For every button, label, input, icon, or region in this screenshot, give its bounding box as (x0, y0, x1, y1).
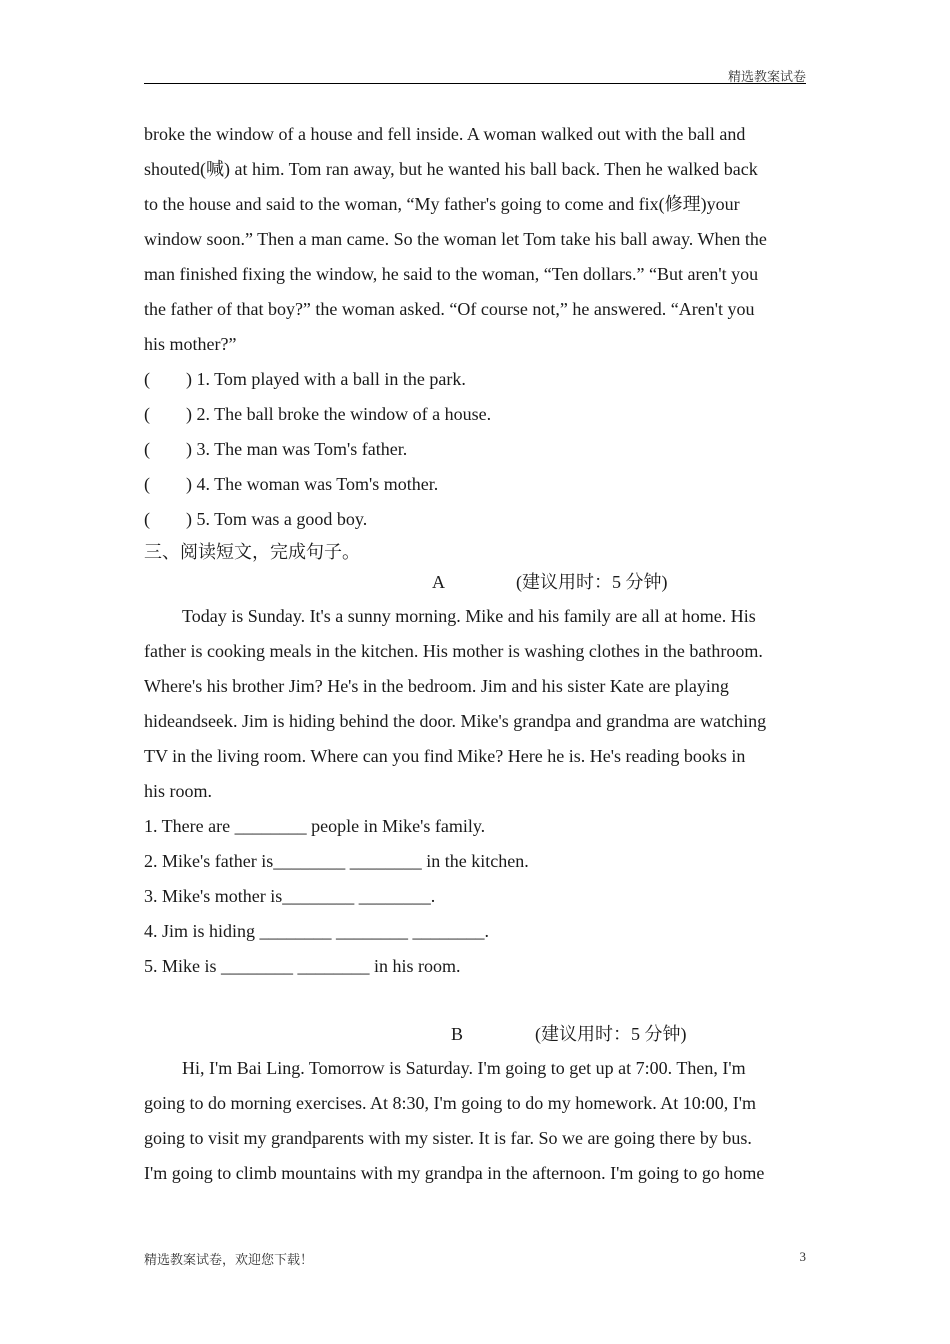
fill-question: 4. Jim is hiding ________ ________ ________. (144, 921, 490, 941)
part-a-line: Where's his brother Jim? He's in the bedroom. Jim and his sister Kate are playing (144, 676, 729, 696)
header-divider (144, 83, 806, 84)
part-b-line: I'm going to climb mountains with my grandpa in the afternoon. I'm going to go home (144, 1163, 765, 1183)
spacer (144, 984, 806, 1019)
passage-line: his mother?” (144, 334, 237, 354)
part-a-line: his room. (144, 781, 213, 801)
passage-line: window soon.” Then a man came. So the woman let Tom take his ball away. When the (144, 229, 767, 249)
part-b (144, 1019, 806, 1191)
part-a-subtitle: A (建议用时：5 分钟) (432, 572, 668, 592)
passage-line: shouted(喊) at him. Tom ran away, but he wanted his ball back. Then he walked back (144, 159, 758, 179)
page-content (144, 117, 806, 1191)
part-a-line: TV in the living room. Where can you find Mike? Here he is. He's reading books in (144, 746, 746, 766)
tf-question: ( ) 5. Tom was a good boy. (144, 509, 368, 529)
part-a-line: father is cooking meals in the kitchen. His mother is washing clothes in the bathroom. (144, 641, 763, 661)
fill-question: 1. There are ________ people in Mike's family. (144, 816, 486, 836)
part-a-line: Today is Sunday. It's a sunny morning. Mike and his family are all at home. His (182, 606, 756, 626)
part-a-line: hideandseek. Jim is hiding behind the door. Mike's grandpa and grandma are watching (144, 711, 767, 731)
tf-question: ( ) 1. Tom played with a ball in the park. (144, 369, 466, 389)
tf-question: ( ) 4. The woman was Tom's mother. (144, 474, 439, 494)
tf-question: ( ) 3. The man was Tom's father. (144, 439, 408, 459)
passage-line: broke the window of a house and fell inside. A woman walked out with the ball and (144, 124, 746, 144)
footer-text: 精选教案试卷，欢迎您下载！ (144, 1252, 314, 1267)
part-b-line: going to visit my grandparents with my sister. It is far. So we are going there by bus. (144, 1128, 752, 1148)
passage-line: man finished fixing the window, he said to the woman, “Ten dollars.” “But aren't you (144, 264, 759, 284)
section-heading: 三、阅读短文，完成句子。 (144, 542, 360, 562)
passage-line: the father of that boy?” the woman asked. “Of course not,” he answered. “Aren't you (144, 299, 755, 319)
part-b-subtitle: B (建议用时：5 分钟) (451, 1024, 687, 1044)
true-false-questions (144, 362, 806, 537)
fill-question: 3. Mike's mother is________ ________. (144, 886, 436, 906)
fill-question: 5. Mike is ________ ________ in his room. (144, 956, 461, 976)
header-title: 精选教案试卷 (727, 69, 806, 84)
tf-question: ( ) 2. The ball broke the window of a house. (144, 404, 492, 424)
passage-line: to the house and said to the woman, “My father's going to come and fix(修理)your (144, 194, 740, 214)
passage-1 (144, 117, 806, 362)
part-b-line: Hi, I'm Bai Ling. Tomorrow is Saturday. I'm going to get up at 7:00. Then, I'm (182, 1058, 746, 1078)
page-number: 3 (799, 1249, 806, 1264)
fill-question: 2. Mike's father is________ ________ in the kitchen. (144, 851, 529, 871)
part-b-line: going to do morning exercises. At 8:30, I'm going to do my homework. At 10:00, I'm (144, 1093, 756, 1113)
part-a (144, 567, 806, 984)
